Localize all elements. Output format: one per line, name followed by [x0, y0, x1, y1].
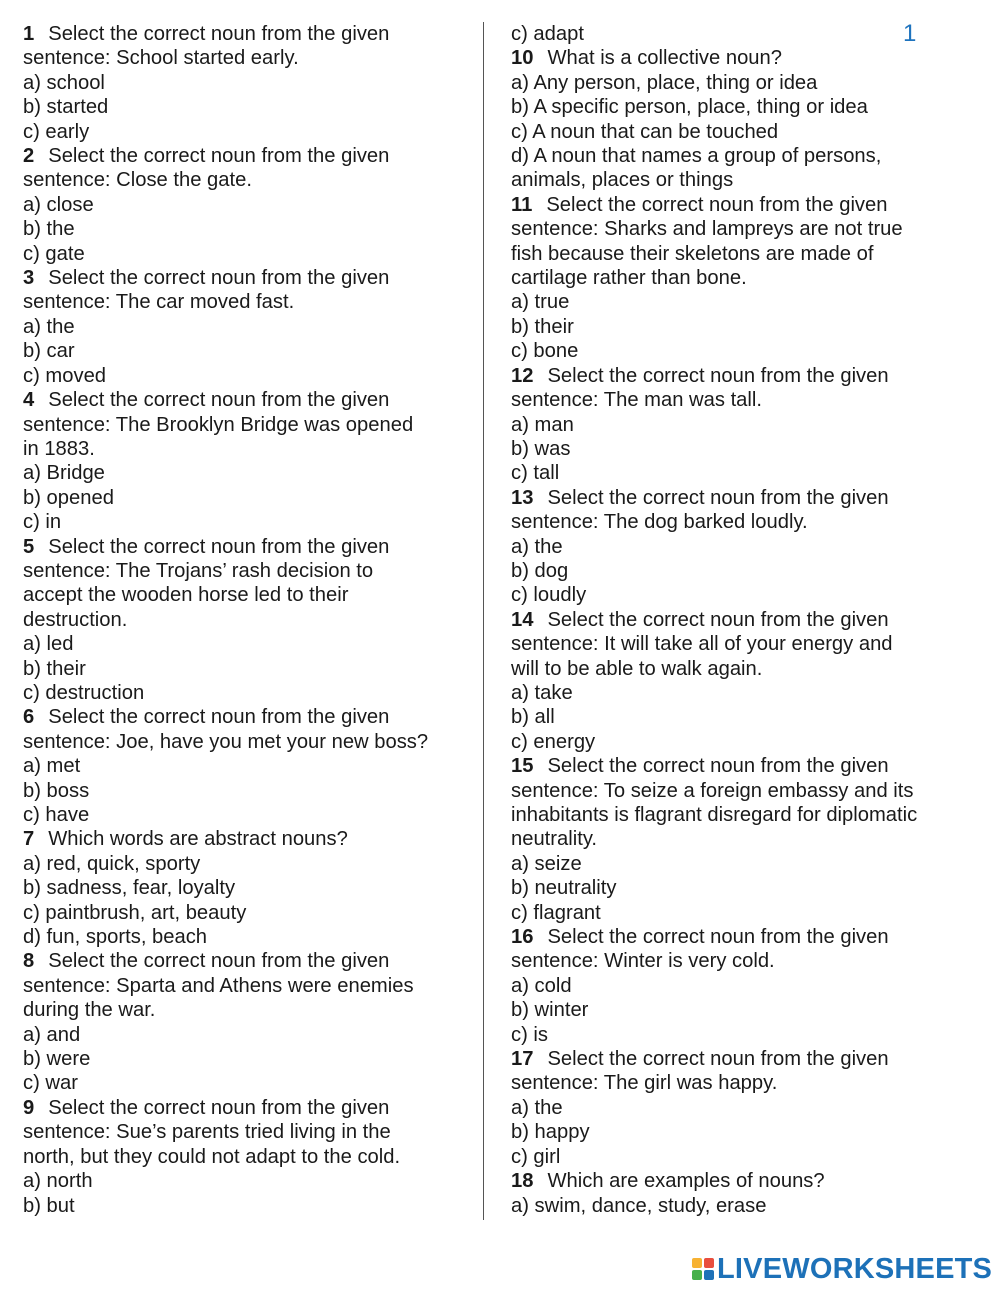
question-line [511, 364, 951, 388]
answer-option [511, 315, 951, 339]
answer-option [23, 852, 473, 876]
line-text: sentence: School started early. [23, 47, 299, 70]
line-text: Which words are abstract nouns? [48, 828, 348, 851]
line-text: sentence: The Brooklyn Bridge was opened [23, 413, 414, 436]
line-text: sentence: The car moved fast. [23, 291, 295, 314]
right-column [511, 22, 951, 1218]
answer-option [23, 217, 473, 241]
answer-option [511, 681, 951, 705]
question-text-line [511, 510, 951, 534]
line-text: a) take [511, 681, 573, 704]
question-text-line [23, 559, 473, 583]
question-line [23, 535, 473, 559]
question-line [511, 925, 951, 949]
answer-option [511, 998, 951, 1022]
line-text: during the war. [23, 999, 156, 1022]
line-text: b) neutrality [511, 877, 617, 900]
line-text: accept the wooden horse led to their [23, 584, 349, 607]
question-line [23, 144, 473, 168]
answer-option [511, 535, 951, 559]
answer-option [23, 681, 473, 705]
answer-option [23, 901, 473, 925]
question-line [23, 949, 473, 973]
line-text: a) and [23, 1023, 81, 1046]
line-text: a) the [511, 535, 563, 558]
answer-option [23, 657, 473, 681]
logo-square [692, 1270, 702, 1280]
line-text: Select the correct noun from the given [547, 486, 889, 509]
line-text: b) were [23, 1048, 91, 1071]
line-text: Which are examples of nouns? [547, 1170, 825, 1193]
left-column [23, 22, 473, 1218]
line-text: Select the correct noun from the given [48, 23, 390, 45]
question-text-line [511, 632, 951, 656]
line-text: fish because their skeletons are made of [511, 242, 874, 265]
line-text: sentence: Sue’s parents tried living in the [23, 1121, 391, 1144]
line-text: a) the [23, 315, 75, 338]
question-text-line [511, 1071, 951, 1095]
answer-option [23, 632, 473, 656]
line-text: a) the [511, 1096, 563, 1119]
answer-option [23, 120, 473, 144]
line-text: a) swim, dance, study, erase [511, 1194, 767, 1217]
line-text: b) their [23, 657, 86, 680]
line-text: b) the [23, 218, 75, 241]
line-text: c) in [23, 511, 62, 534]
line-text: c) early [23, 120, 90, 143]
line-text: a) school [23, 71, 105, 94]
line-text: b) opened [23, 486, 114, 509]
answer-option [511, 852, 951, 876]
question-number: 5 [23, 535, 35, 558]
line-text: Select the correct noun from the given [48, 389, 390, 412]
line-text: Select the correct noun from the given [48, 706, 390, 729]
question-line [511, 193, 951, 217]
answer-option [23, 1169, 473, 1193]
answer-option [511, 120, 951, 144]
answer-option [23, 193, 473, 217]
line-text: c) moved [23, 364, 107, 387]
answer-option [511, 22, 951, 46]
question-line [23, 388, 473, 412]
line-text: a) seize [511, 852, 582, 875]
line-text: Select the correct noun from the given [48, 535, 390, 558]
answer-option [23, 95, 473, 119]
line-text: c) bone [511, 340, 579, 363]
question-number: 8 [23, 950, 35, 973]
line-text: b) all [511, 706, 555, 729]
answer-option [23, 925, 473, 949]
answer-option [23, 510, 473, 534]
question-text-line [23, 413, 473, 437]
answer-option [511, 290, 951, 314]
line-text: sentence: The man was tall. [511, 389, 762, 412]
question-text-line [23, 1120, 473, 1144]
line-text: sentence: To seize a foreign embassy and its [511, 779, 914, 802]
line-text: sentence: The dog barked loudly. [511, 511, 808, 534]
line-text: a) close [23, 193, 94, 216]
question-text-line [23, 437, 473, 461]
line-text: b) started [23, 96, 109, 119]
answer-option [23, 461, 473, 485]
answer-option [511, 95, 951, 119]
question-number: 1 [23, 23, 35, 45]
line-text: c) tall [511, 462, 560, 485]
line-text: sentence: Joe, have you met your new boss? [23, 730, 429, 753]
question-text-line [23, 608, 473, 632]
line-text: d) A noun that names a group of persons, [511, 145, 882, 168]
answer-option [511, 901, 951, 925]
answer-option [23, 803, 473, 827]
line-text: Select the correct noun from the given [48, 1096, 390, 1119]
answer-option [23, 71, 473, 95]
line-text: Select the correct noun from the given [547, 755, 889, 778]
answer-option [23, 242, 473, 266]
line-text: c) loudly [511, 584, 587, 607]
question-line [511, 46, 951, 70]
line-text: Select the correct noun from the given [48, 950, 390, 973]
line-text: in 1883. [23, 437, 95, 460]
question-line [23, 1096, 473, 1120]
logo-square [704, 1270, 714, 1280]
logo-text: LIVEWORKSHEETS [717, 1252, 993, 1285]
question-text-line [23, 46, 473, 70]
line-text: destruction. [23, 608, 128, 631]
line-text: c) energy [511, 730, 596, 753]
line-text: Select the correct noun from the given [48, 145, 390, 168]
line-text: c) paintbrush, art, beauty [23, 901, 247, 924]
line-text: d) fun, sports, beach [23, 926, 208, 949]
line-text: c) flagrant [511, 901, 601, 924]
line-text: animals, places or things [511, 169, 734, 192]
answer-option [511, 437, 951, 461]
line-text: sentence: It will take all of your energy and [511, 633, 893, 656]
answer-option [511, 730, 951, 754]
answer-option [511, 413, 951, 437]
line-text: sentence: Close the gate. [23, 169, 252, 192]
question-text-line [511, 803, 951, 827]
question-number: 3 [23, 267, 35, 290]
answer-option [511, 583, 951, 607]
question-number: 13 [511, 486, 534, 509]
answer-option [23, 1023, 473, 1047]
line-text: sentence: The girl was happy. [511, 1072, 778, 1095]
liveworksheets-logo[interactable] [692, 1253, 992, 1285]
question-line [511, 754, 951, 778]
line-text: sentence: The Trojans’ rash decision to [23, 559, 374, 582]
question-text-line [511, 779, 951, 803]
answer-option [511, 1120, 951, 1144]
question-number: 18 [511, 1170, 534, 1193]
answer-option [23, 876, 473, 900]
line-text: c) A noun that can be touched [511, 120, 779, 143]
line-text: a) north [23, 1170, 93, 1193]
answer-option [511, 1096, 951, 1120]
question-text-line [511, 657, 951, 681]
question-text-line [23, 730, 473, 754]
line-text: b) boss [23, 779, 90, 802]
line-text: c) gate [23, 242, 85, 265]
line-text: sentence: Winter is very cold. [511, 950, 775, 973]
line-text: b) dog [511, 559, 569, 582]
question-line [23, 705, 473, 729]
line-text: Select the correct noun from the given [547, 926, 889, 949]
question-line [23, 827, 473, 851]
question-text-line [511, 168, 951, 192]
question-number: 6 [23, 706, 35, 729]
question-number: 9 [23, 1096, 35, 1119]
answer-option [511, 876, 951, 900]
logo-square [692, 1258, 702, 1268]
question-number: 14 [511, 608, 534, 631]
line-text: What is a collective noun? [547, 47, 782, 70]
line-text: a) man [511, 413, 574, 436]
line-text: Select the correct noun from the given [547, 1048, 889, 1071]
line-text: c) war [23, 1072, 78, 1095]
question-text-line [511, 266, 951, 290]
line-text: b) sadness, fear, loyalty [23, 877, 236, 900]
question-text-line [511, 242, 951, 266]
answer-option [511, 1194, 951, 1218]
line-text: a) Any person, place, thing or idea [511, 71, 818, 94]
answer-option [511, 559, 951, 583]
line-text: Select the correct noun from the given [547, 608, 889, 631]
answer-option [23, 779, 473, 803]
line-text: a) met [23, 755, 81, 778]
line-text: Select the correct noun from the given [547, 364, 889, 387]
line-text: sentence: Sharks and lampreys are not true [511, 218, 903, 241]
answer-option [511, 339, 951, 363]
answer-option [23, 1071, 473, 1095]
line-text: north, but they could not adapt to the cold. [23, 1145, 401, 1168]
line-text: a) Bridge [23, 462, 105, 485]
line-text: b) was [511, 437, 571, 460]
line-text: c) girl [511, 1145, 561, 1168]
line-text: b) winter [511, 999, 589, 1022]
column-divider [483, 22, 484, 1220]
line-text: c) is [511, 1023, 549, 1046]
question-text-line [511, 388, 951, 412]
page-number: 1 [903, 20, 917, 47]
question-number: 4 [23, 389, 35, 412]
question-line [23, 266, 473, 290]
question-text-line [511, 827, 951, 851]
answer-option [511, 1023, 951, 1047]
question-line [511, 608, 951, 632]
question-text-line [23, 998, 473, 1022]
question-number: 12 [511, 364, 534, 387]
line-text: a) cold [511, 974, 572, 997]
question-number: 17 [511, 1048, 534, 1071]
question-number: 10 [511, 47, 534, 70]
line-text: b) their [511, 315, 574, 338]
line-text: Select the correct noun from the given [546, 193, 888, 216]
question-text-line [511, 217, 951, 241]
line-text: b) A specific person, place, thing or idea [511, 96, 868, 119]
line-text: neutrality. [511, 828, 598, 851]
line-text: c) have [23, 804, 90, 826]
answer-option [511, 144, 951, 168]
line-text: c) destruction [23, 681, 145, 704]
question-number: 16 [511, 926, 534, 949]
logo-mark-icon [692, 1258, 714, 1280]
question-line [511, 486, 951, 510]
question-number: 11 [511, 193, 533, 216]
question-line [23, 22, 473, 46]
answer-option [511, 1145, 951, 1169]
question-text-line [23, 290, 473, 314]
question-text-line [23, 168, 473, 192]
line-text: a) led [23, 633, 74, 656]
answer-option [23, 1194, 473, 1218]
question-text-line [23, 583, 473, 607]
line-text: b) but [23, 1194, 75, 1217]
answer-option [23, 486, 473, 510]
question-text-line [23, 1145, 473, 1169]
question-number: 7 [23, 828, 35, 851]
answer-option [23, 364, 473, 388]
line-text: b) happy [511, 1121, 590, 1144]
question-line [511, 1169, 951, 1193]
line-text: b) car [23, 340, 75, 363]
line-text: will to be able to walk again. [511, 657, 763, 680]
question-number: 15 [511, 755, 534, 778]
answer-option [511, 705, 951, 729]
line-text: cartilage rather than bone. [511, 267, 747, 290]
line-text: a) true [511, 291, 570, 314]
question-text-line [23, 974, 473, 998]
answer-option [23, 754, 473, 778]
answer-option [23, 339, 473, 363]
question-text-line [511, 949, 951, 973]
question-line [511, 1047, 951, 1071]
line-text: a) red, quick, sporty [23, 852, 201, 875]
line-text: Select the correct noun from the given [48, 267, 390, 290]
answer-option [511, 974, 951, 998]
answer-option [511, 71, 951, 95]
answer-option [511, 461, 951, 485]
logo-square [704, 1258, 714, 1268]
line-text: c) adapt [511, 23, 584, 45]
line-text: sentence: Sparta and Athens were enemies [23, 974, 414, 997]
answer-option [23, 315, 473, 339]
question-number: 2 [23, 145, 35, 168]
answer-option [23, 1047, 473, 1071]
line-text: inhabitants is flagrant disregard for diplomatic [511, 804, 918, 826]
